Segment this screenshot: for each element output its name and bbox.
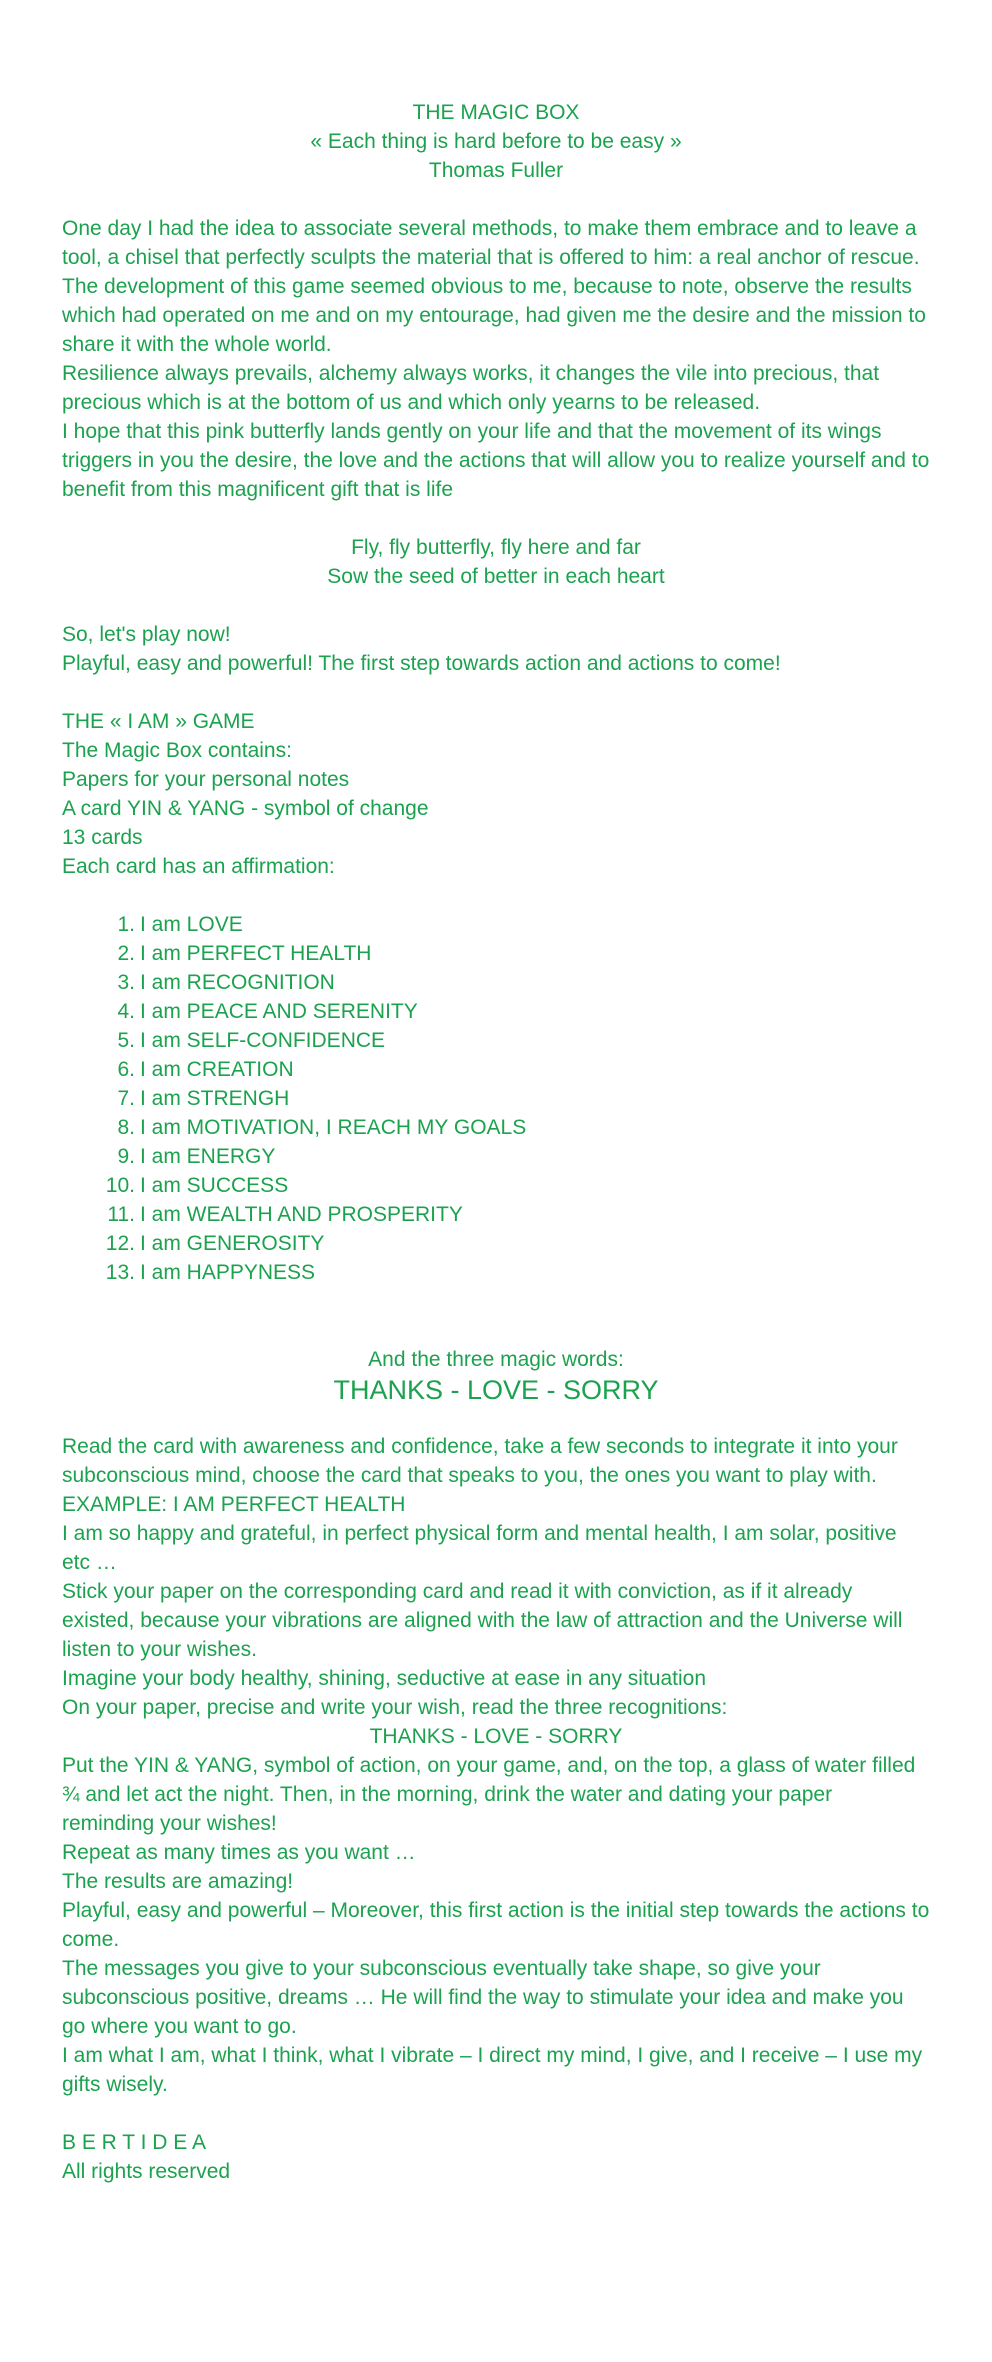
instruction-paragraph: Read the card with awareness and confidence, take a few seconds to integrate it into your subconscious mind, choose the card that speaks to you, the ones you want to play with. — [62, 1435, 898, 1487]
play-line: So, let's play now! — [62, 623, 231, 646]
instruction-paragraph: Playful, easy and powerful – Moreover, this first action is the initial step towards the actions to come. — [62, 1899, 930, 1951]
game-title: THE « I AM » GAME — [62, 710, 255, 733]
magic-words-intro: And the three magic words: — [368, 1348, 624, 1371]
affirmation-text: I am WEALTH AND PROSPERITY — [140, 1203, 463, 1226]
contents-line: Each card has an affirmation: — [62, 855, 335, 878]
instruction-paragraph: Repeat as many times as you want … — [62, 1841, 416, 1864]
instruction-paragraph: The results are amazing! — [62, 1870, 294, 1893]
list-number: 6. — [117, 1058, 135, 1081]
affirmation-text: I am MOTIVATION, I REACH MY GOALS — [140, 1116, 527, 1139]
intro-paragraph: One day I had the idea to associate several methods, to make them embrace and to leave a tool, a chisel that perfectly sculpts the material that is offered to him: a real anchor of rescue. — [62, 217, 920, 269]
recognitions-line: THANKS - LOVE - SORRY — [369, 1725, 623, 1748]
affirmation-text: I am ENERGY — [140, 1145, 276, 1168]
list-number: 10. — [105, 1174, 135, 1197]
affirmation-text: I am PERFECT HEALTH — [140, 942, 372, 965]
game-section — [62, 707, 930, 881]
intro-paragraph: Resilience always prevails, alchemy always works, it changes the vile into precious, that precious which is at the bottom of us and which only yearns to be released. — [62, 362, 880, 414]
epigraph-quote: « Each thing is hard before to be easy » — [310, 130, 682, 153]
epigraph-author: Thomas Fuller — [428, 159, 564, 182]
affirmation-text: I am RECOGNITION — [140, 971, 335, 994]
list-item — [107, 1200, 930, 1229]
list-item — [105, 1258, 930, 1287]
affirmation-list — [62, 910, 930, 1287]
list-number: 4. — [117, 1000, 135, 1023]
footer — [62, 2128, 930, 2186]
instruction-paragraph: On your paper, precise and write your wish, read the three recognitions: — [62, 1696, 728, 1719]
affirmation-text: I am CREATION — [140, 1058, 294, 1081]
affirmation-text: I am SUCCESS — [140, 1174, 289, 1197]
instruction-paragraph: I am so happy and grateful, in perfect physical form and mental health, I am solar, positive etc … — [62, 1522, 897, 1574]
contents-line: A card YIN & YANG - symbol of change — [62, 797, 429, 820]
affirmation-text: I am LOVE — [140, 913, 243, 936]
contents-line: Papers for your personal notes — [62, 768, 350, 791]
list-number: 9. — [117, 1145, 135, 1168]
poem-line: Fly, fly butterfly, fly here and far — [351, 536, 641, 559]
affirmation-text: I am HAPPYNESS — [140, 1261, 316, 1284]
affirmation-text: I am PEACE AND SERENITY — [140, 1000, 418, 1023]
intro-section — [62, 214, 930, 504]
intro-paragraph: I hope that this pink butterfly lands gently on your life and that the movement of its wings triggers in you the desire, the love and the actions that will allow you to realize yourself and to benefit from this magnificent gift that is life — [62, 420, 930, 501]
brand-name: B E R T I D E A — [62, 2131, 206, 2154]
poem — [62, 533, 930, 591]
list-item — [105, 1229, 930, 1258]
list-item — [105, 1171, 930, 1200]
instruction-paragraph: Stick your paper on the corresponding card and read it with conviction, as if it already existed, because your vibrations are aligned with the law of attraction and the Universe will listen to your wishes. — [62, 1580, 903, 1661]
list-number: 7. — [117, 1087, 135, 1110]
list-item — [116, 910, 930, 939]
list-number: 1. — [117, 913, 135, 936]
list-number: 13. — [105, 1261, 135, 1284]
list-item — [116, 968, 930, 997]
list-item — [116, 997, 930, 1026]
instruction-paragraph: The messages you give to your subconscious eventually take shape, so give your subconscious positive, dreams … He will find the way to stimulate your idea and make you go where you want to go. — [62, 1957, 904, 2038]
list-item — [116, 1026, 930, 1055]
poem-line: Sow the seed of better in each heart — [327, 565, 665, 588]
list-number: 11. — [107, 1203, 135, 1226]
instruction-paragraph: Imagine your body healthy, shining, seductive at ease in any situation — [62, 1667, 707, 1690]
document-title: THE MAGIC BOX — [412, 101, 580, 124]
list-item — [116, 1084, 930, 1113]
magic-words-section — [62, 1345, 930, 1406]
list-item — [116, 1055, 930, 1084]
affirmation-text: I am SELF-CONFIDENCE — [140, 1029, 386, 1052]
list-item — [116, 1113, 930, 1142]
intro-paragraph: The development of this game seemed obvious to me, because to note, observe the results which had operated on me and on my entourage, had given me the desire and the mission to share it with the whole world. — [62, 275, 926, 356]
example-heading: EXAMPLE: I AM PERFECT HEALTH — [62, 1493, 406, 1516]
contents-line: The Magic Box contains: — [62, 739, 292, 762]
instructions-section — [62, 1432, 930, 2099]
play-section — [62, 620, 930, 678]
list-number: 2. — [117, 942, 135, 965]
magic-words: THANKS - LOVE - SORRY — [333, 1375, 659, 1405]
rights-notice: All rights reserved — [62, 2160, 231, 2183]
instruction-paragraph: I am what I am, what I think, what I vibrate – I direct my mind, I give, and I receive – I use my gifts wisely. — [62, 2044, 923, 2096]
list-number: 12. — [105, 1232, 135, 1255]
header — [62, 98, 930, 185]
play-line: Playful, easy and powerful! The first step towards action and actions to come! — [62, 652, 781, 675]
list-number: 5. — [117, 1029, 135, 1052]
affirmation-text: I am STRENGH — [140, 1087, 290, 1110]
instruction-paragraph: Put the YIN & YANG, symbol of action, on your game, and, on the top, a glass of water filled ¾ and let act the night. Then, in the morning, drink the water and dating your paper reminding your wishes! — [62, 1754, 916, 1835]
list-item — [116, 939, 930, 968]
list-item — [116, 1142, 930, 1171]
contents-line: 13 cards — [62, 826, 143, 849]
list-number: 3. — [117, 971, 135, 994]
list-number: 8. — [117, 1116, 135, 1139]
affirmation-text: I am GENEROSITY — [140, 1232, 325, 1255]
